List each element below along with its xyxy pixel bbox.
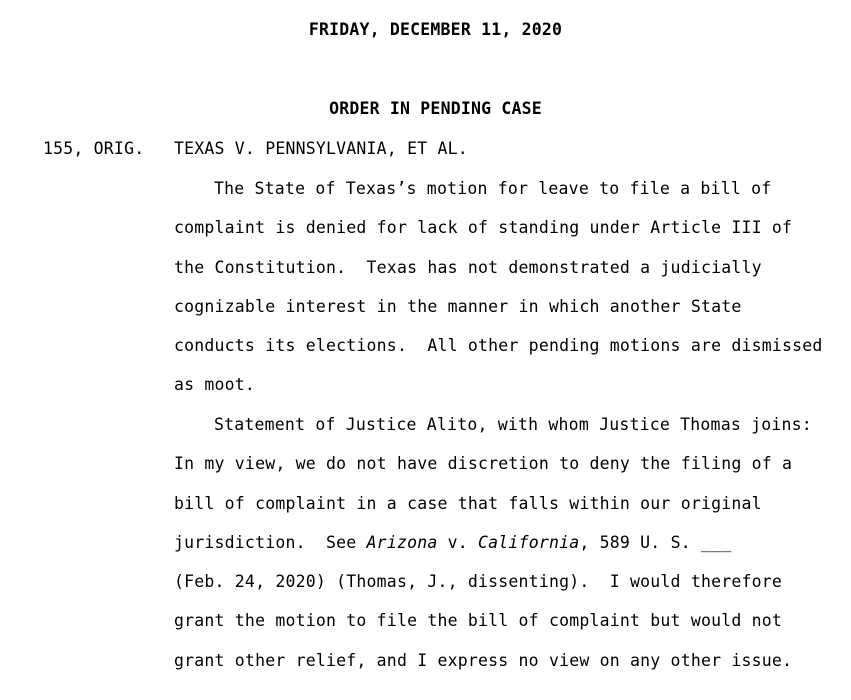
text-line: as moot. (174, 375, 256, 395)
text-line: cognizable interest in the manner in which another State (174, 296, 742, 316)
text-line: the Constitution. Texas has not demonstrated a judicially (174, 257, 762, 277)
text-line: In my view, we do not have discretion to deny the filing of a (174, 454, 793, 474)
case-name: TEXAS V. PENNSYLVANIA, ET AL. (174, 139, 468, 158)
citation-reporter: , 589 U. S. ___ (579, 532, 732, 552)
order-heading: ORDER IN PENDING CASE (329, 99, 542, 118)
case-citation-arizona: Arizona (366, 532, 438, 552)
citation-versus: v. (437, 532, 479, 552)
docket-number: 155, ORIG. (43, 139, 145, 158)
text-line: The State of Texas’s motion for leave to file a bill of (214, 179, 772, 198)
order-paragraph (174, 178, 844, 414)
text-line: bill of complaint in a case that falls within our original (174, 493, 762, 513)
text-line: complaint is denied for lack of standing under Article III of (174, 218, 793, 238)
statement-paragraph (174, 414, 844, 689)
text-line: (Feb. 24, 2020) (Thomas, J., dissenting). I would therefore (174, 572, 783, 592)
text-line: grant the motion to file the bill of complaint but would not (174, 611, 783, 631)
order-date: FRIDAY, DECEMBER 11, 2020 (308, 20, 563, 39)
text-line: grant other relief, and I express no view on any other issue. (174, 650, 793, 670)
text-line: conducts its elections. All other pending motions are dismissed (174, 336, 823, 356)
citation-line (174, 532, 844, 571)
text-line: Statement of Justice Alito, with whom Justice Thomas joins: (214, 415, 812, 434)
case-citation-california: California (478, 532, 580, 552)
citation-lead-text: jurisdiction. See (174, 532, 367, 552)
